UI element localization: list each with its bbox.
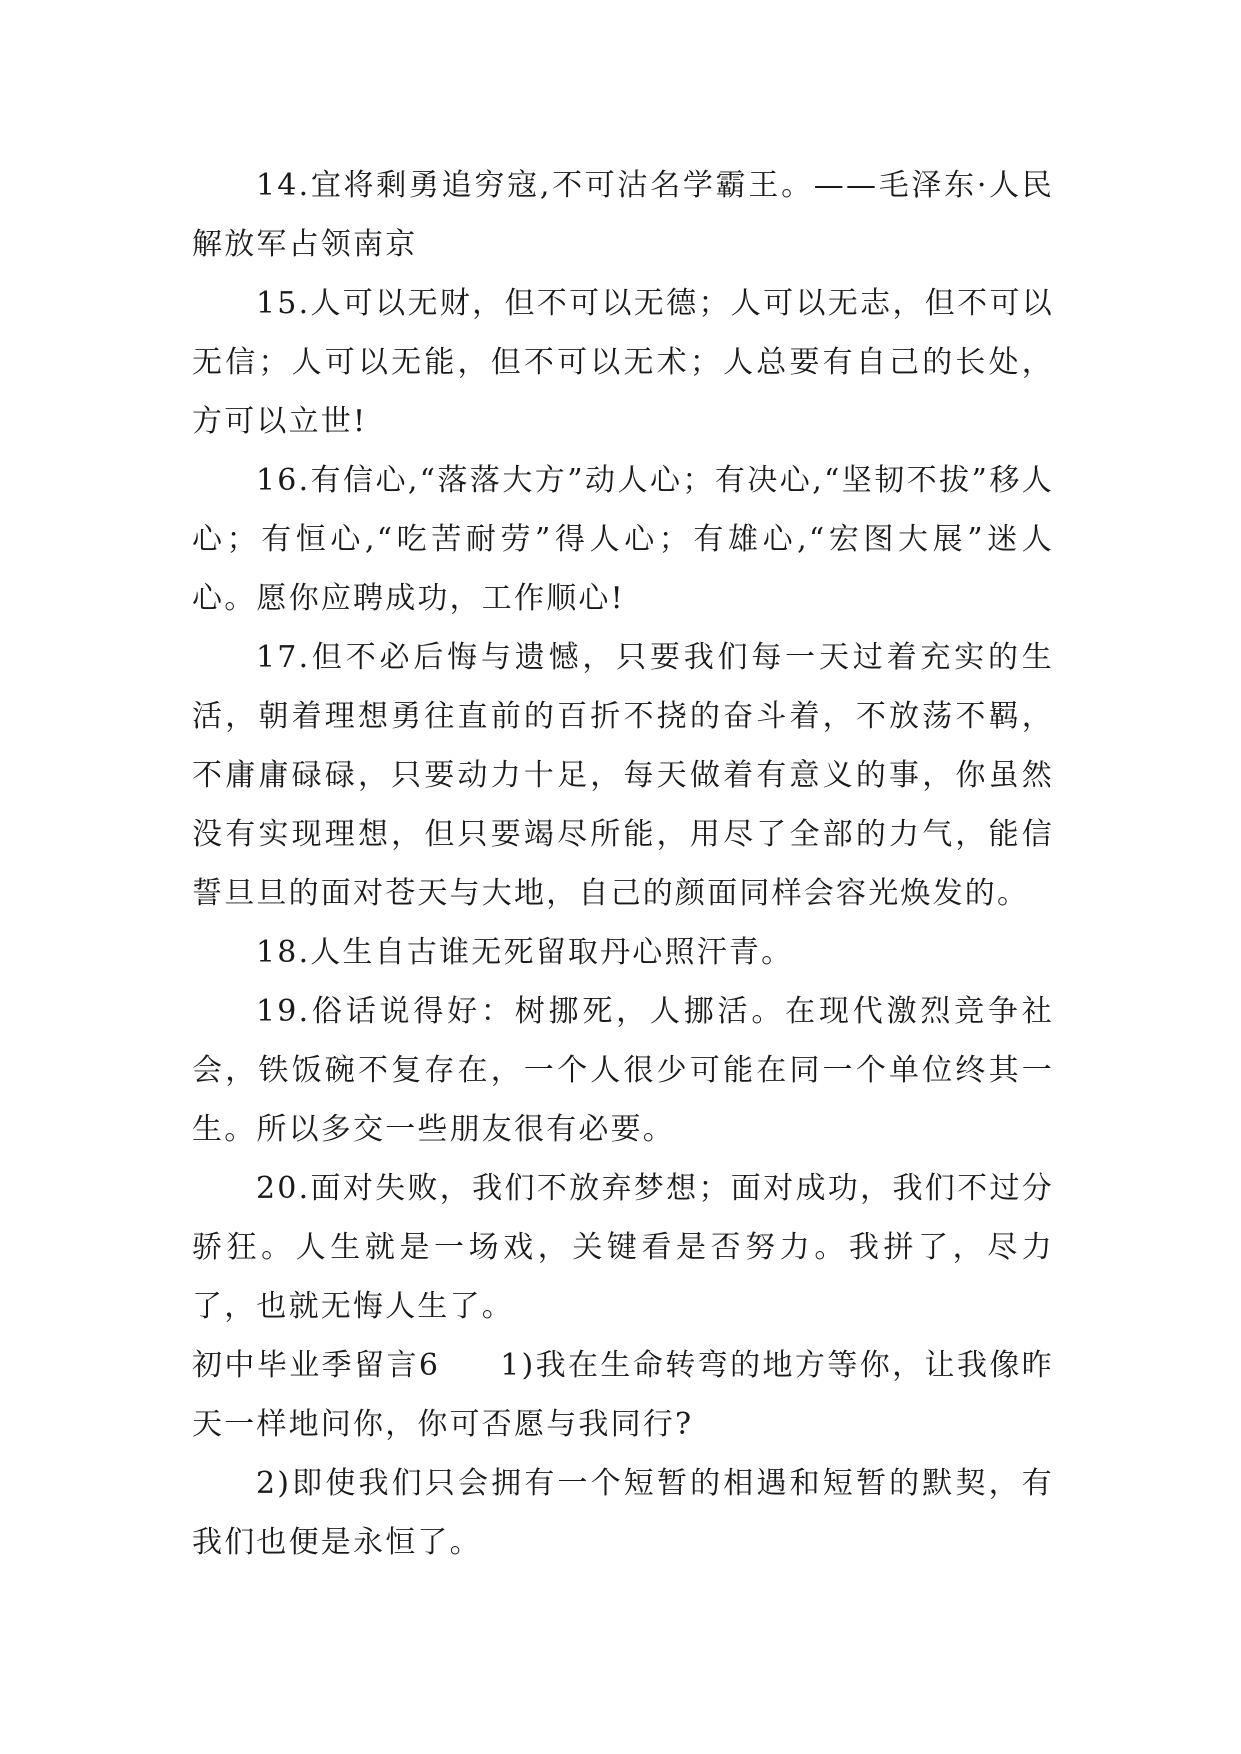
section-heading: 初中毕业季留言6	[192, 1348, 441, 1383]
list-item-1: 1)我在生命转弯的地方等你，让我像昨天一样地问你，你可否愿与我同行?	[192, 1348, 1055, 1442]
paragraph-15: 15.人可以无财，但不可以无德；人可以无志，但不可以无信；人可以无能，但不可以无术；人总要有自己的长处，方可以立世!	[192, 286, 1054, 439]
paragraph-17: 17.但不必后悔与遗憾，只要我们每一天过着充实的生活，朝着理想勇往直前的百折不挠的奋斗着，不放荡不羁，不庸庸碌碌，只要动力十足，每天做着有意义的事，你虽然没有实现理想，但只要竭尽所能，用尽了全部的力气，能信誓旦旦的面对苍天与大地，自己的颜面同样会容光焕发的。	[192, 640, 1054, 911]
document-body	[192, 156, 1054, 1572]
section-paragraph	[192, 1336, 1054, 1454]
paragraph-14: 14.宜将剩勇追穷寇,不可沽名学霸王。——毛泽东·人民解放军占领南京	[192, 168, 1054, 262]
list-item-2: 2)即使我们只会拥有一个短暂的相遇和短暂的默契，有我们也便是永恒了。	[192, 1466, 1054, 1560]
paragraph-18: 18.人生自古谁无死留取丹心照汗青。	[256, 935, 794, 970]
paragraph-20: 20.面对失败，我们不放弃梦想；面对成功，我们不过分骄狂。人生就是一场戏，关键看是否努力。我拼了，尽力了，也就无悔人生了。	[192, 1171, 1054, 1324]
paragraph-16: 16.有信心,“落落大方”动人心；有决心,“坚韧不拔”移人心；有恒心,“吃苦耐劳”得人心；有雄心,“宏图大展”迷人心。愿你应聘成功，工作顺心!	[192, 463, 1054, 616]
paragraph-19: 19.俗话说得好：树挪死，人挪活。在现代激烈竞争社会，铁饭碗不复存在，一个人很少可能在同一个单位终其一生。所以多交一些朋友很有必要。	[192, 994, 1054, 1147]
